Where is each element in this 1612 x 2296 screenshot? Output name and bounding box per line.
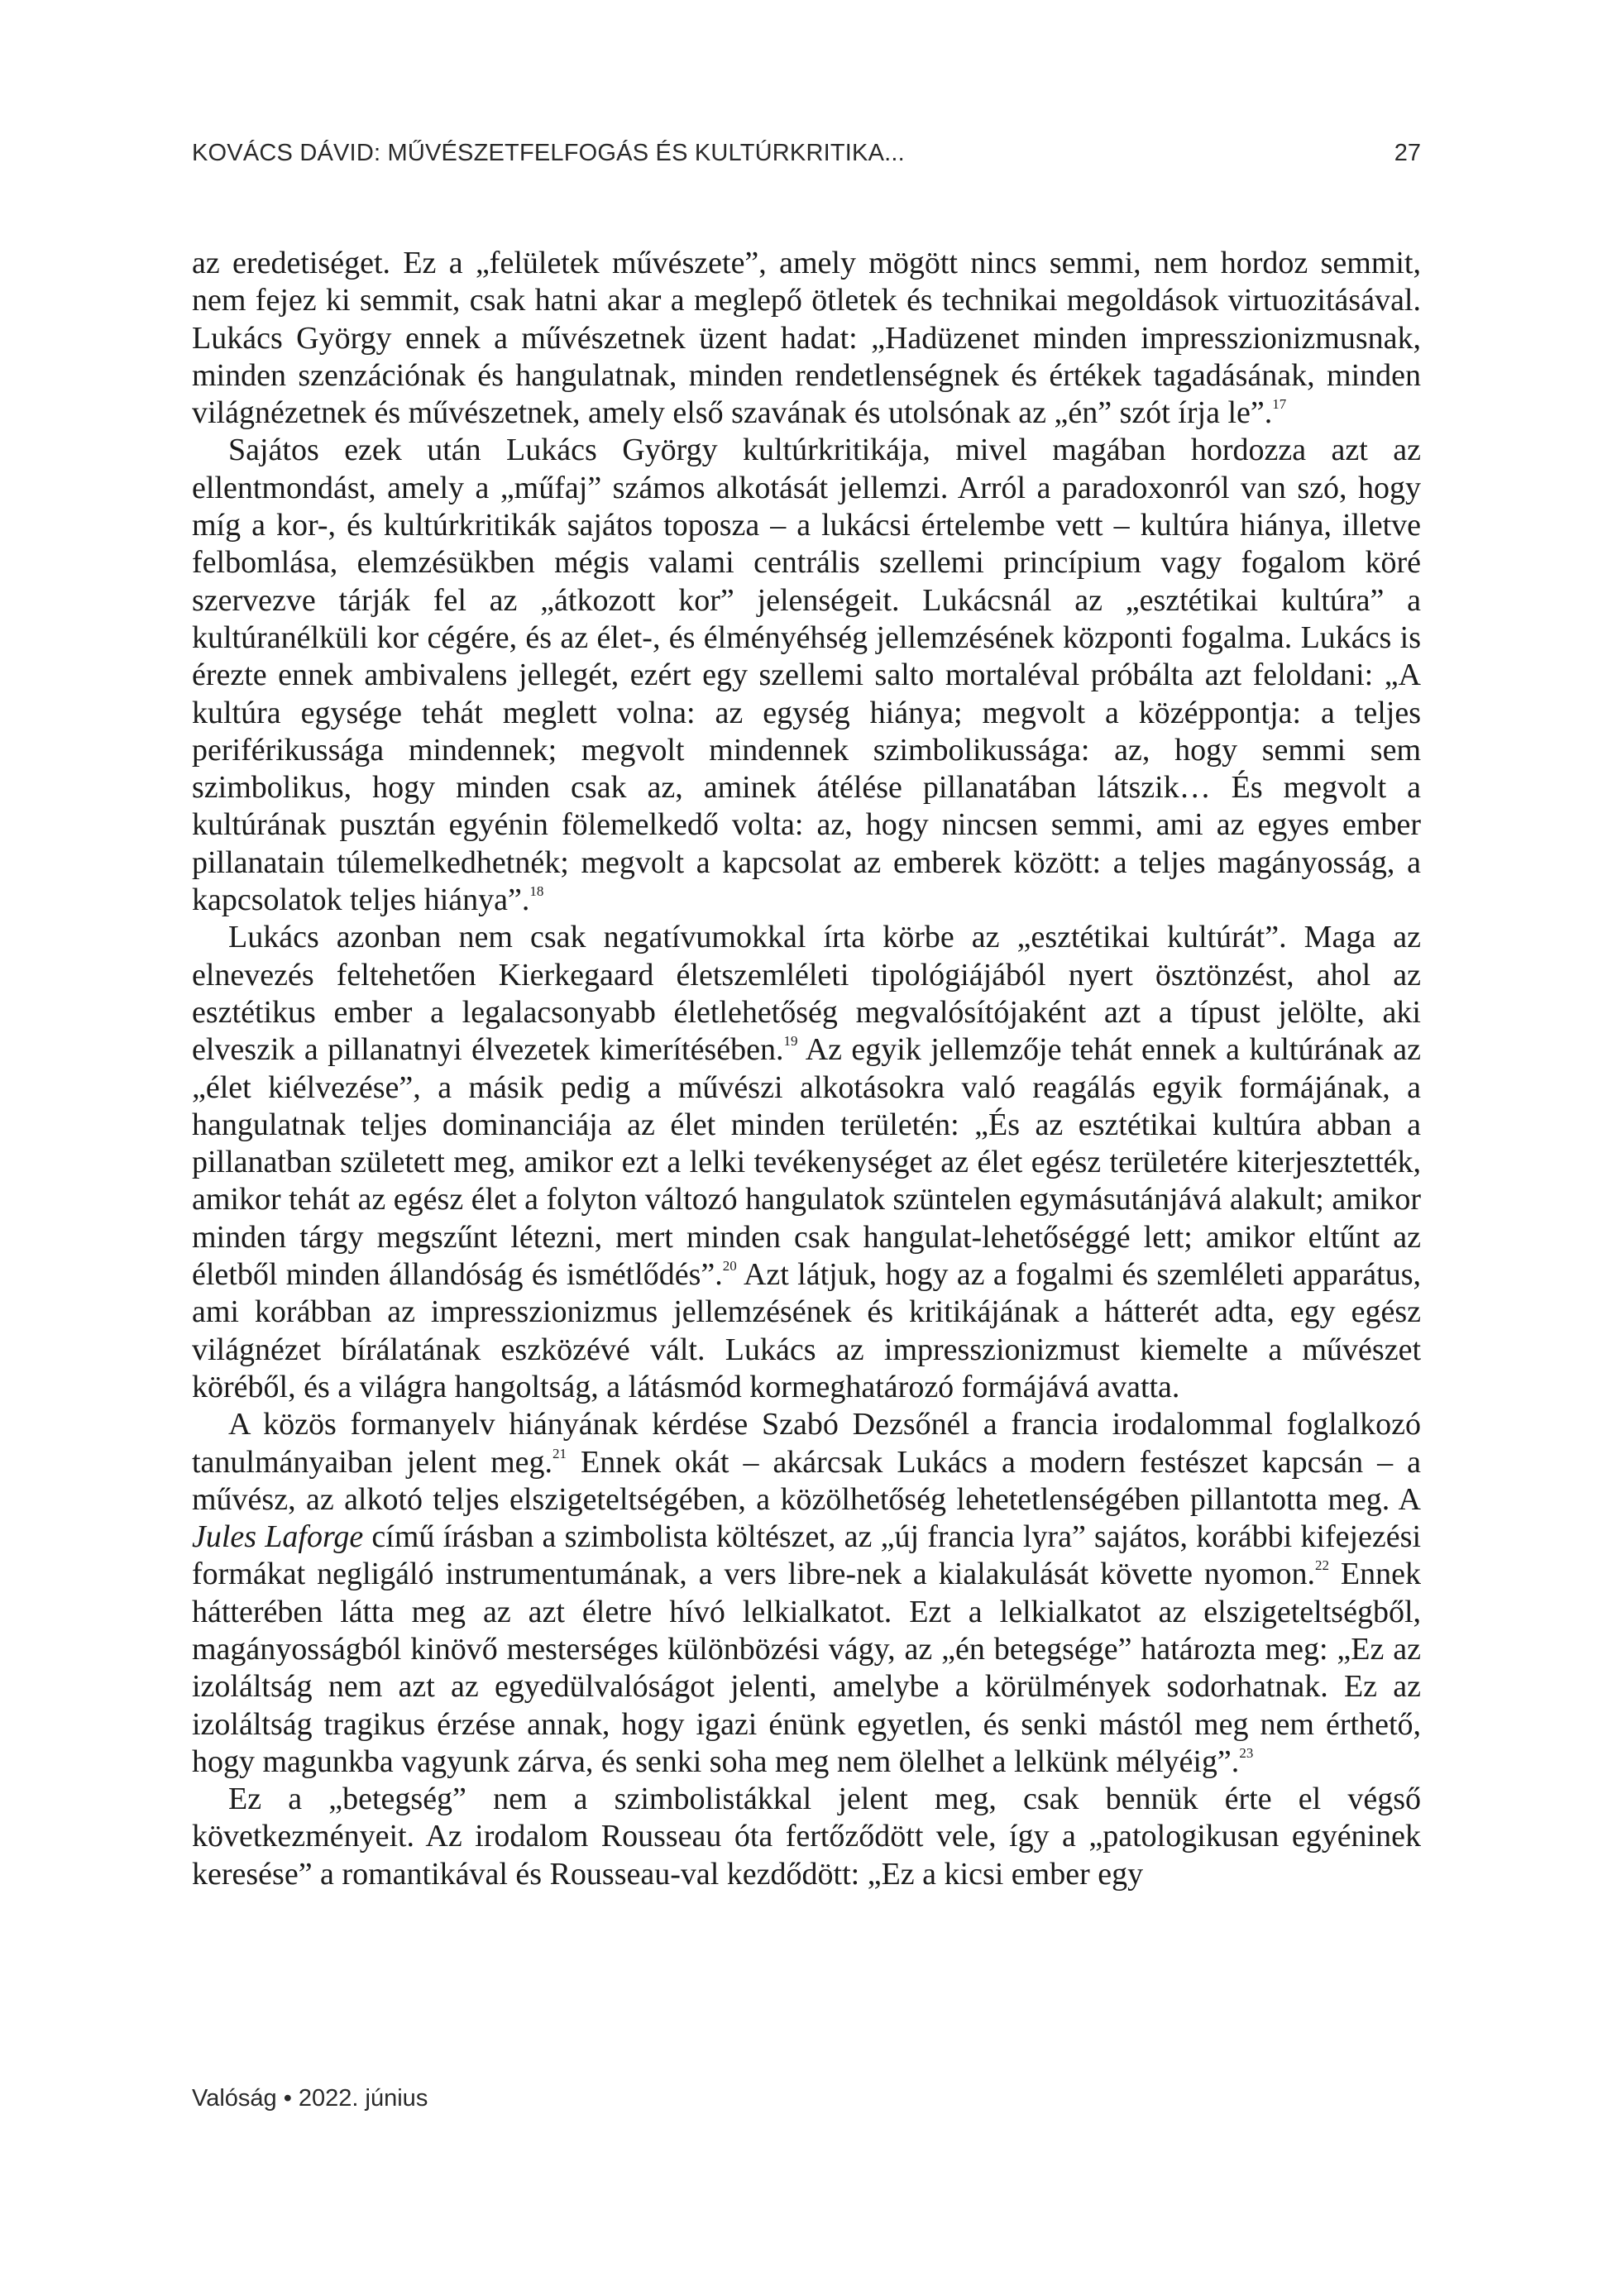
paragraph-3 [192,919,1421,1406]
footnote-ref-19: 19 [783,1033,798,1050]
paragraph-text: című írásban a szimbolista költészet, az „új francia lyra” sajátos, korábbi kifejezési formákat negligáló instrumentumának, a vers libre-nek a kialakulását követte nyomon. [192,1519,1421,1592]
journal-issue: Valóság • 2022. június [192,2085,428,2112]
paragraph-text: Lukács azonban nem csak negatívumokkal írta körbe az „esztétikai kultúrát”. Maga az elnevezés feltehetően Kierkegaard életszemléleti tipológiájából nyert ösztönzést, ahol az esztétikus ember a legalacsonyabb életlehetőség megvalósítójaként azt a típust jelölte, aki elveszik a pillanatnyi élvezetek kimerítésében. [192,920,1421,1068]
paragraph-1 [192,245,1421,432]
paragraph-text: az eredetiséget. Ez a „felületek művészete”, amely mögött nincs semmi, nem hordoz semmit, nem fejez ki semmit, csak hatni akar a meglepő ötletek és technikai megoldások virtuozitásával. Lukács György ennek a művészetnek üzent hadat: „Hadüzenet minden impresszionizmusnak, minden szenzációnak és hangulatnak, minden rendetlenségnek és értékek tagadásának, minden világnézetnek és művészetnek, amely első szavának és utolsónak az „én” szót írja le”. [192,246,1421,431]
footnote-ref-20: 20 [722,1258,737,1275]
footnote-ref-21: 21 [552,1445,567,1461]
page-number: 27 [1394,140,1421,166]
paragraph-text: Az egyik jellemzője tehát ennek a kultúrának az „élet kiélvezése”, a másik pedig a művészi alkotásokra való reagálás egyik formájának, a hangulatnak teljes dominanciája az élet minden területén: „És az esztétikai kultúra abban a pillanatban született meg, amikor ezt a lelki tevékenységet az élet egész területére kiterjesztették, amikor tehát az egész élet a folyton változó hangulatok szüntelen egymásutánjává alakult; amikor minden tárgy megszűnt létezni, mert minden csak hangulat-lehetőséggé lett; amikor eltűnt az életből minden állandóság és ismétlődés”. [192,1032,1421,1293]
article-body [192,245,1421,1893]
footnote-ref-18: 18 [529,883,544,900]
work-title-italic: Jules Laforge [192,1519,364,1555]
paragraph-2 [192,432,1421,919]
paragraph-text: Ez a „betegség” nem a szimbolistákkal jelent meg, csak bennük érte el végső következményeit. Az irodalom Rousseau óta fertőződött vele, így a „patologikusan egyéninek keresése” a romantikával és Rousseau-val kezdődött: „Ez a kicsi ember egy [192,1782,1421,1892]
footnote-ref-17: 17 [1272,396,1287,413]
page-footer [192,2078,428,2119]
paragraph-text: Ennek hátterében látta meg az azt életre hívó lelkialkatot. Ezt a lelkialkatot az elszigeteltségből, magányosságból kinövő mesterséges különbözési vágy, az „én betegsége” határozta meg: „Ez az izoláltság nem azt az egyedülvalóságot jelenti, amelybe a körülmények sodorhatnak. Ez az izoláltság tragikus érzése annak, hogy igazi énünk egyetlen, és senki mástól meg nem érthető, hogy magunkba vagyunk zárva, és senki soha meg nem ölelhet a lelkünk mélyéig”. [192,1557,1422,1779]
paragraph-text: A közös formanyelv hiányának kérdése Szabó Dezsőnél a francia irodalommal foglalkozó tanulmányaiban jelent meg. [192,1407,1421,1480]
paragraph-5 [192,1781,1421,1893]
paragraph-text: Azt látjuk, hogy az a fogalmi és szemléleti apparátus, ami korábban az impresszionizmus jellemzésének és kritikájának a hátterét adta, egy egész világnézet bírálatának eszközévé vált. Lukács az impresszionizmust kiemelte a művészet köréből, és a világra hangoltság, a látásmód kormeghatározó formájává avatta. [192,1257,1421,1404]
footnote-ref-23: 23 [1239,1744,1254,1761]
running-title: KOVÁCS DÁVID: MŰVÉSZETFELFOGÁS ÉS KULTÚRKRITIKA... [192,140,905,166]
paragraph-text: Sajátos ezek után Lukács György kultúrkritikája, mivel magában hordozza azt az ellentmondást, amely a „műfaj” számos alkotását jellemzi. Arról a paradoxonról van szó, hogy míg a kor-, és kultúrkritikák sajátos toposza – a lukácsi értelembe vett – kultúra hiánya, illetve felbomlása, elemzésükben mégis valami centrális szellemi princípium vagy fogalom köré szervezve tárják fel az „átkozott kor” jelenségeit. Lukácsnál az „esztétikai kultúra” a kultúranélküli kor cégére, és az élet-, és élményéhség jellemzésének központi fogalma. Lukács is érezte ennek ambivalens jellegét, ezért egy szellemi salto mortaléval próbálta azt feloldani: „A kultúra egysége tehát meglett volna: az egység hiánya; megvolt a középpontja: a teljes periférikussága mindennek; megvolt mindennek szimbolikussága: az, hogy semmi sem szimbolikus, hogy minden csak az, aminek átélése pillanatában látszik… És megvolt a kultúrának pusztán egyénin fölemelkedő volta: az, hogy nincsen semmi, ami az egyes ember pillanatain túlemelkedhetnék; megvolt a kapcsolat az emberek között: a teljes magányosság, a kapcsolatok teljes hiánya”. [192,433,1421,918]
running-header [192,132,1421,174]
footnote-ref-22: 22 [1314,1557,1329,1574]
paragraph-text: Ennek okát – akárcsak Lukács a modern festészet kapcsán – a művész, az alkotó teljes elszigeteltségében, a közölhetőség lehetetlenségében pillantotta meg. A [192,1444,1421,1517]
paragraph-4 [192,1406,1421,1781]
